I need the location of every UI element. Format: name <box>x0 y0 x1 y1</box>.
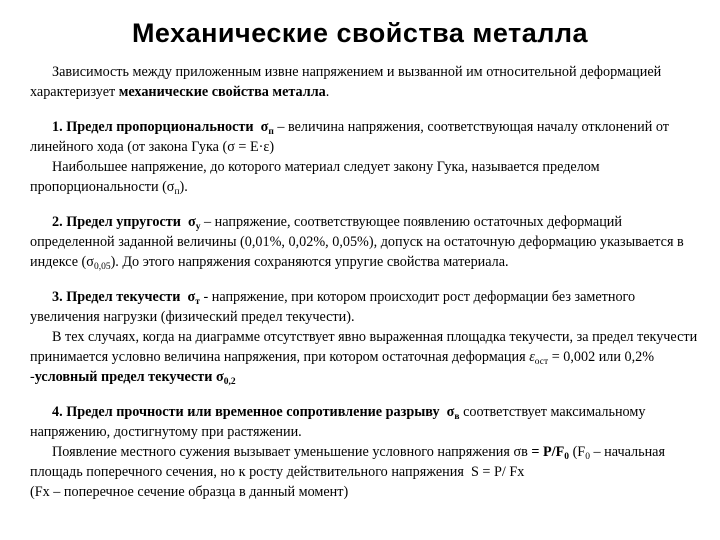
section-4-paragraph-2 <box>30 442 698 482</box>
section-4-symbol: σ <box>446 404 455 420</box>
section-2-heading: 2. Предел упругости <box>52 214 181 230</box>
section-3-symbol-sub: т <box>195 297 200 307</box>
section-4-text-2-mid: (F <box>569 444 586 460</box>
intro-bold: механические свойства металла <box>118 84 326 100</box>
section-3-text-2-mid: = 0,002 или 0,2% - <box>30 349 655 385</box>
section-1-paragraph-2 <box>30 157 698 197</box>
section-4-paragraph <box>30 402 698 442</box>
section-3-paragraph <box>30 287 698 327</box>
section-1-paragraph <box>30 117 698 157</box>
section-3-text: - напряжение, при котором происходит рост деформации без заметного увеличения нагрузки (физический предел текучести). <box>30 289 636 325</box>
section-1-text-2: Наибольшее напряжение, до которого материал следует закону Гука, называется пределом пропорциональности (σ <box>30 159 600 195</box>
section-3-epsilon-sub: ост <box>534 357 549 367</box>
section-2-text: – напряжение, соответствующее появлению остаточных деформаций определенной заданной величины (0,01%, 0,02%, 0,05%), допуск на остаточную деформацию указывается в индексе (σ <box>30 214 684 270</box>
section-3-heading: 3. Предел текучести <box>52 289 181 305</box>
section-2-symbol-sub: у <box>195 222 201 232</box>
section-4-text-3: (Fx – поперечное сечение образца в данный момент) <box>30 484 349 500</box>
section-4-formula-1: = P/F <box>527 444 565 460</box>
intro-paragraph <box>30 62 698 102</box>
section-2-text-end: ). До этого напряжения сохраняются упругие свойства материала. <box>110 254 509 270</box>
section-3-conditional-limit-sub: 0,2 <box>223 377 236 387</box>
section-3-conditional-limit: условный предел текучести σ <box>34 369 224 385</box>
section-3-paragraph-2 <box>30 327 698 387</box>
intro-end: . <box>325 84 330 100</box>
section-1-symbol-sub: п <box>268 127 274 137</box>
page-title: Механические свойства металла <box>131 18 589 48</box>
section-2-paragraph <box>30 212 698 272</box>
section-3-text-2: В тех случаях, когда на диаграмме отсутствует явно выраженная площадка текучести, за предел текучести принимается условно величина напряжения, при котором остаточная деформация <box>30 329 698 365</box>
section-1-text-2-end: ). <box>179 179 188 195</box>
section-2-symbol: σ <box>188 214 196 230</box>
document-body <box>30 62 698 502</box>
section-4-f0-sub: 0 <box>585 452 590 462</box>
section-1-heading: 1. Предел пропорциональности <box>52 119 254 135</box>
section-4-formula-2: S = P/ Fx <box>470 464 525 480</box>
section-1-text-2-sub: п <box>174 187 180 197</box>
section-4-heading: 4. Предел прочности или временное сопротивление разрыву <box>52 404 440 420</box>
section-1-symbol: σ <box>260 119 269 135</box>
section-3-epsilon: ε <box>529 349 535 365</box>
section-4-paragraph-3 <box>30 482 698 502</box>
section-2-index-sub: 0,05 <box>93 262 111 272</box>
section-4-formula-1-sub: 0 <box>564 452 570 462</box>
section-4-text-2-rest: – начальная площадь поперечного сечения, но к росту действительного напряжения <box>30 444 665 480</box>
section-1-text: – величина напряжения, соответствующая началу отклонений от линейного хода (от закона Гука (σ = Е·ε) <box>30 119 669 155</box>
section-4-symbol-sub: в <box>454 412 460 422</box>
intro-text: Зависимость между приложенным извне напряжением и вызванной им относительной деформацией характеризует <box>30 64 662 100</box>
section-3-symbol: σ <box>187 289 196 305</box>
section-4-text: соответствует максимальному напряжению, достигнутому при растяжении. <box>30 404 646 440</box>
section-4-text-2: Появление местного сужения вызывает уменьшение условного напряжения σв <box>52 444 528 460</box>
